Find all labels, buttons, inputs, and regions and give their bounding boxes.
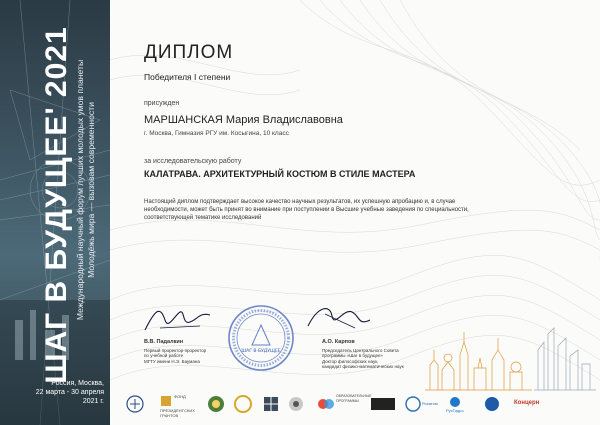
right-signer-title: кандидат физико-математических наук <box>322 364 404 370</box>
diploma-description <box>144 198 574 222</box>
rosatom-label: Росатом <box>422 401 438 406</box>
logo-rosatom <box>404 394 438 419</box>
logo-colorful <box>316 394 336 419</box>
banner-title: ШАГ В БУДУЩЕЕ' 2021 <box>40 26 73 384</box>
left-signer-title: Первый проректор-проректор <box>144 347 207 353</box>
banner-subtitle-line: Молодёжь мира — вызовам современности <box>86 102 96 278</box>
left-signer-title: МГТУ имени Н.Э. Баумана <box>144 358 200 364</box>
logo-blue-circle <box>482 394 502 419</box>
work-title: КАЛАТРАВА. АРХИТЕКТУРНЫЙ КОСТЮМ В СТИЛЕ МАСТЕРА <box>144 169 416 179</box>
recipient-school: г. Москва, Гимназия РГУ им. Косыгина, 10 класс <box>144 130 289 137</box>
kontsern-label: Концерн <box>514 400 540 406</box>
banner-date-line: 22 марта - 30 апреля <box>35 389 104 396</box>
banner-date-line: 2021 г. <box>82 398 104 405</box>
right-signer-title: Председатель Центрального Совета <box>322 347 399 353</box>
partner-logos <box>122 394 592 420</box>
description-line: Настоящий диплом подтверждает высокое качество научных результатов, их успешную апробацию и, в случае <box>144 199 456 205</box>
official-stamp <box>226 303 296 373</box>
diploma-title: ДИПЛОМ <box>144 42 234 63</box>
banner-date <box>8 379 104 406</box>
banner-subtitle <box>75 0 97 390</box>
left-signer-name: В.В. Падалкин <box>144 339 184 345</box>
recipient-name: МАРШАНСКАЯ Мария Владиславовна <box>144 114 343 126</box>
logo-black-box <box>370 394 396 419</box>
logo-kontsern <box>514 394 539 406</box>
logo-grid <box>262 394 280 419</box>
logo-round <box>286 394 306 419</box>
side-banner <box>0 0 110 425</box>
right-signature-scribble <box>300 298 380 338</box>
right-signature <box>322 340 404 370</box>
left-signature-scribble <box>140 300 220 340</box>
logo-sponsor-1 <box>160 394 206 418</box>
work-label: за исследовательскую работу <box>144 158 242 165</box>
right-signer-title: Доктор философских наук, <box>322 358 379 364</box>
banner-subtitle-line: Международный научный форум лучших молодых умов планеты <box>75 59 85 321</box>
left-signature <box>144 340 206 364</box>
description-line: необходимости, может быть принят во внимание при поступлении в Высшие учебные заведения по специальности, <box>144 207 469 213</box>
sponsor-1-label: ФОНД ПРЕЗИДЕНТСКИХ ГРАНТОВ <box>160 394 195 418</box>
city-skyline <box>420 320 600 392</box>
banner-date-line: Россия, Москва, <box>51 380 104 387</box>
logo-emblem <box>206 394 226 419</box>
description-line: соответствующей тематике исследований <box>144 215 262 221</box>
right-signer-name: А.О. Карпов <box>322 339 355 345</box>
logo-yellow-circle <box>232 394 254 419</box>
diploma-degree: Победителя I степени <box>144 72 231 82</box>
logo-sponsor-2 <box>336 394 370 403</box>
logo-mgtu <box>122 394 148 419</box>
awarded-label: присужден <box>144 100 180 107</box>
right-signer-title: программы «Шаг в будущее» <box>322 353 384 359</box>
logo-rushydro <box>448 394 462 419</box>
stamp-text: ШАГ В БУДУЩЕЕ <box>241 349 281 354</box>
sponsor-2-label: ОБРАЗОВАТЕЛЬНЫЕ ПРОГРАММЫ <box>336 394 372 403</box>
rushydro-label: РусГидро <box>446 408 464 413</box>
left-signer-title: по учебной работе <box>144 353 184 359</box>
